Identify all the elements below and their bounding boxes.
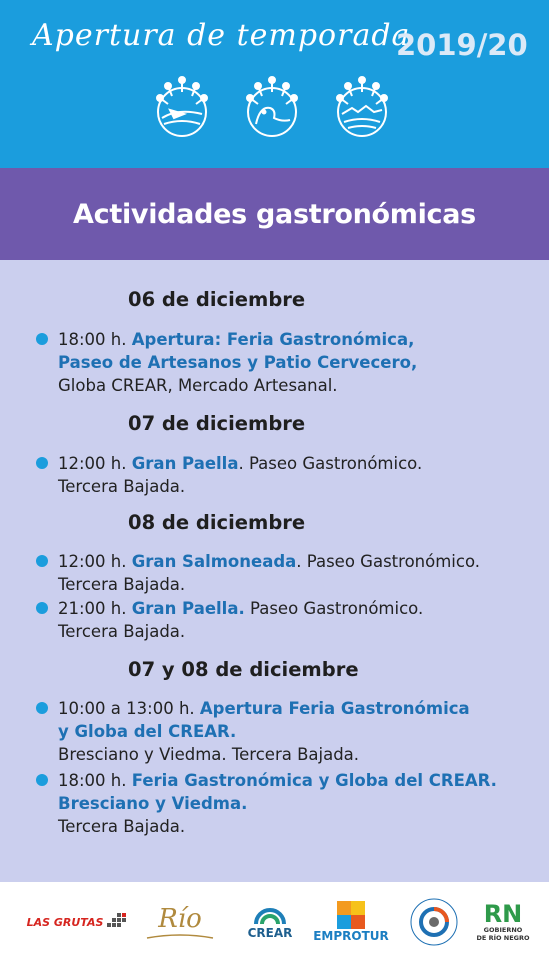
header-banner (0, 0, 549, 168)
bullet-icon (36, 702, 48, 714)
schedule-event: 10:00 a 13:00 h. Apertura Feria Gastronómica y Globa del CREAR. Bresciano y Viedma. Tercera Bajada. (58, 697, 470, 766)
section-title: Actividades gastronómicas (73, 198, 476, 230)
schedule-date: 08 de diciembre (128, 511, 306, 534)
schedule-date: 06 de diciembre (128, 288, 306, 311)
crear-arc-icon (253, 904, 287, 926)
season-years: 2019/20 (396, 28, 528, 62)
bullet-icon (36, 333, 48, 345)
schedule-event: 18:00 h. Apertura: Feria Gastronómica, Paseo de Artesanos y Patio Cervecero, Globa CREAR, Mercado Artesanal. (58, 328, 417, 397)
rio-swoosh-icon (145, 934, 215, 940)
emprotur-square-icon (337, 901, 365, 929)
schedule (0, 260, 549, 882)
las-grutas-grid-icon (107, 913, 127, 931)
schedule-date: 07 de diciembre (128, 412, 306, 435)
las-grutas-logo: LAS GRUTAS (22, 896, 132, 948)
crear-logo: CREAR (240, 896, 300, 948)
emblem-row (0, 74, 549, 148)
sponsor-footer (0, 882, 549, 960)
schedule-event: 12:00 h. Gran Paella. Paseo Gastronómico. Tercera Bajada. (58, 452, 422, 498)
bullet-icon (36, 774, 48, 786)
bullet-icon (36, 555, 48, 567)
sun-sealion-emblem-icon (240, 74, 304, 144)
bullet-icon (36, 457, 48, 469)
section-title-band (0, 168, 549, 260)
municipalidad-logo (406, 896, 462, 948)
bullet-icon (36, 602, 48, 614)
municipalidad-seal-icon (409, 897, 459, 947)
sun-shore-emblem-icon (330, 74, 394, 144)
schedule-event: 18:00 h. Feria Gastronómica y Globa del CREAR. Bresciano y Viedma. Tercera Bajada. (58, 769, 497, 838)
season-script-title: Apertura de temporada (32, 18, 411, 53)
emprotur-logo: EMPROTUR (306, 896, 396, 948)
schedule-event: 12:00 h. Gran Salmoneada. Paseo Gastronómico. Tercera Bajada. (58, 550, 480, 596)
schedule-event: 21:00 h. Gran Paella. Paseo Gastronómico. Tercera Bajada. (58, 597, 423, 643)
sun-beach-emblem-icon (150, 74, 214, 144)
schedule-date: 07 y 08 de diciembre (128, 658, 359, 681)
rio-negro-government-logo: RN GOBIERNO DE RÍO NEGRO (476, 900, 530, 942)
rio-logo: Río (140, 896, 220, 948)
